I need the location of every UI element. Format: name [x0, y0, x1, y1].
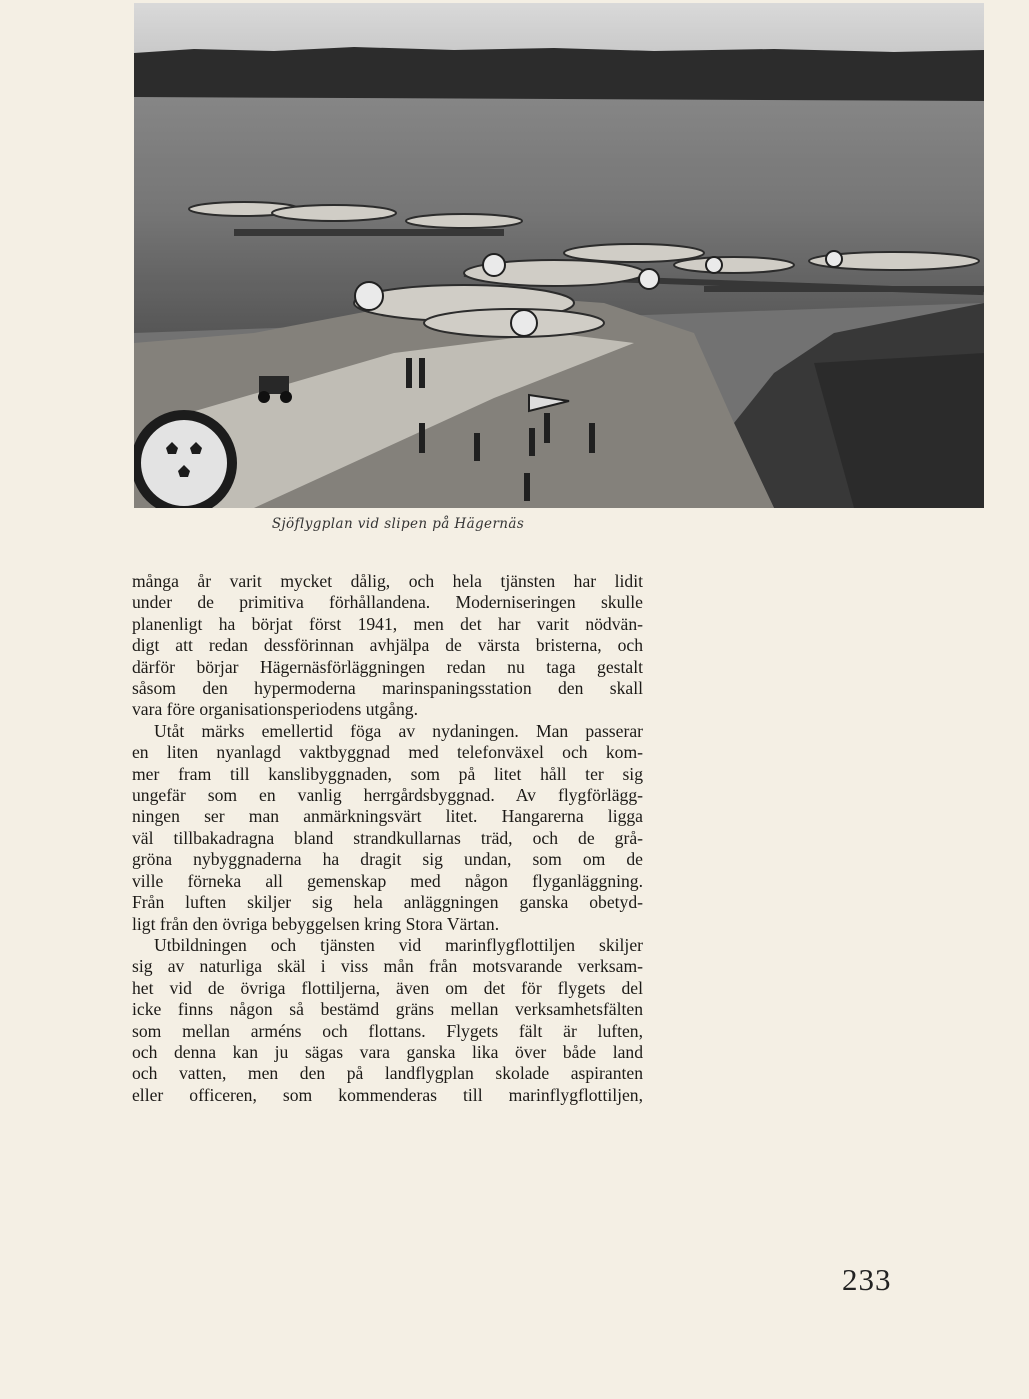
text-line: såsom den hypermoderna marinspaningsstation den skall	[132, 678, 643, 699]
text-line: många år varit mycket dålig, och hela tjänsten har lidit	[132, 571, 643, 591]
text-line: het vid de övriga flottiljerna, även om det för flygets del	[132, 977, 643, 998]
text-line: vara före organisationsperiodens utgång.	[132, 699, 418, 720]
text-line: ville förneka all gemenskap med någon flyganläggning.	[132, 870, 643, 891]
text-line: gröna nybyggnaderna ha dragit sig undan, som om de	[132, 849, 643, 870]
text-line: digt att redan dessförinnan avhjälpa de värsta bristerna, och	[132, 635, 643, 656]
text-line: icke finns någon så bestämd gräns mellan verksamhetsfälten	[132, 999, 643, 1020]
text-line: Utåt märks emellertid föga av nydaningen. Man passerar	[154, 720, 643, 741]
text-line: under de primitiva förhållandena. Moderniseringen skulle	[132, 592, 643, 613]
text-line: väl tillbakadragna bland strandkullarnas träd, och de grå-	[132, 827, 643, 848]
text-line: och denna kan ju sägas vara ganska lika över både land	[132, 1041, 643, 1062]
text-line: ligt från den övriga bebyggelsen kring Stora Värtan.	[132, 913, 500, 934]
text-line: mer fram till kanslibyggnaden, som på litet håll ter sig	[132, 763, 643, 784]
photo-caption: Sjöflygplan vid slipen på Hägernäs	[271, 516, 525, 532]
text-line: planenligt ha börjat först 1941, men det har varit nödvän-	[132, 613, 643, 634]
text-line: eller officeren, som kommenderas till marinflygflottiljen,	[132, 1084, 643, 1105]
seaplanes-photo	[134, 3, 984, 508]
text-line: Från luften skiljer sig hela anläggningen ganska obetyd-	[132, 892, 643, 913]
text-line: ningen ser man anmärkningsvärt litet. Hangarerna ligga	[132, 806, 643, 827]
page-number: 233	[842, 1262, 892, 1297]
article-body	[132, 571, 643, 1106]
seaplanes-photo-icon	[134, 3, 984, 508]
text-line: som mellan arméns och flottans. Flygets fält är luften,	[132, 1020, 643, 1041]
text-line: och vatten, men den på landflygplan skolade aspiranten	[132, 1063, 643, 1084]
text-line: sig av naturliga skäl i viss mån från motsvarande verksam-	[132, 956, 643, 977]
text-line: en liten nyanlagd vaktbyggnad med telefonväxel och kom-	[132, 742, 643, 763]
text-line: Utbildningen och tjänsten vid marinflygflottiljen skiljer	[154, 934, 643, 955]
text-line: därför börjar Hägernäsförläggningen redan nu taga gestalt	[132, 656, 643, 677]
text-line: ungefär som en vanlig herrgårdsbyggnad. Av flygförlägg-	[132, 785, 643, 806]
